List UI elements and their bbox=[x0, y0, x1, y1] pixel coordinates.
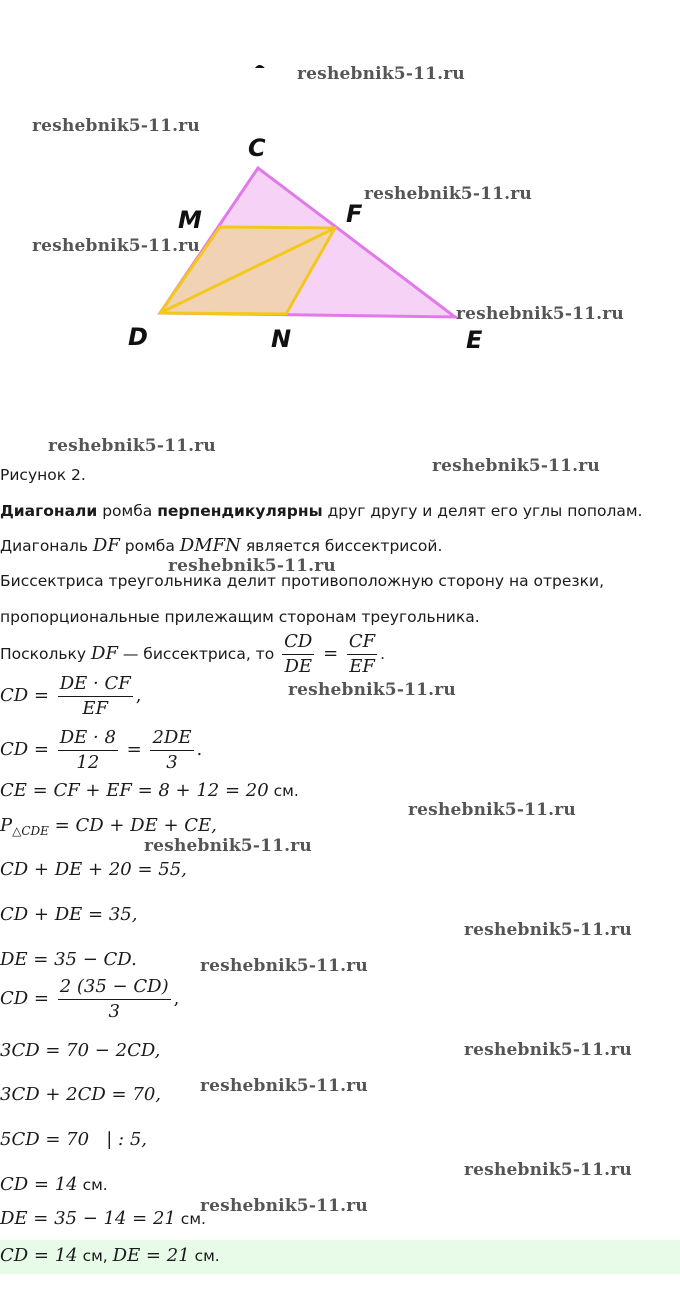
watermark: reshebnik5-11.ru bbox=[408, 800, 576, 820]
label-n: N bbox=[271, 325, 292, 353]
watermark: reshebnik5-11.ru bbox=[48, 436, 216, 456]
watermark: reshebnik5-11.ru bbox=[364, 184, 532, 204]
label-c: C bbox=[248, 134, 266, 162]
watermark: reshebnik5-11.ru bbox=[200, 956, 368, 976]
figure-caption: Рисунок 2. bbox=[0, 466, 86, 484]
answer: CD = 14 см, DE = 21 см. bbox=[0, 1245, 220, 1266]
equation-1: CD = $\frac{DE \cdot CF}{EF}$ , bbox=[0, 673, 142, 719]
watermark: reshebnik5-11.ru bbox=[200, 1076, 368, 1096]
equation-8: CD = $\frac{2 (35 - CD)}{3}$ , bbox=[0, 976, 180, 1022]
equation-12: CD = 14 см. bbox=[0, 1174, 108, 1195]
watermark: reshebnik5-11.ru bbox=[432, 456, 600, 476]
watermark: reshebnik5-11.ru bbox=[168, 556, 336, 576]
cropped-letter bbox=[250, 58, 268, 68]
watermark: reshebnik5-11.ru bbox=[144, 836, 312, 856]
label-d: D bbox=[128, 323, 148, 351]
label-f: F bbox=[346, 200, 363, 228]
equation-5: CD + DE + 20 = 55, bbox=[0, 859, 187, 880]
equation-7: DE = 35 − CD. bbox=[0, 949, 137, 970]
equation-6: CD + DE = 35, bbox=[0, 904, 138, 925]
watermark: reshebnik5-11.ru bbox=[297, 64, 465, 84]
watermark: reshebnik5-11.ru bbox=[464, 920, 632, 940]
watermark: reshebnik5-11.ru bbox=[200, 1196, 368, 1216]
watermark: reshebnik5-11.ru bbox=[456, 304, 624, 324]
equation-3: CE = CF + EF = 8 + 12 = 20 см. bbox=[0, 780, 299, 801]
watermark: reshebnik5-11.ru bbox=[32, 236, 200, 256]
paragraph-theorem-1: Биссектриса треугольника делит противоположную сторону на отрезки, bbox=[0, 572, 605, 590]
paragraph-bisector: Диагональ DF ромба DMFN является биссектрисой. bbox=[0, 535, 443, 556]
equation-10: 3CD + 2CD = 70, bbox=[0, 1084, 161, 1105]
equation-4: $P_{\triangle CDE}$ = CD + DE + CE, bbox=[0, 815, 217, 839]
equation-13: DE = 35 − 14 = 21 см. bbox=[0, 1208, 206, 1229]
watermark: reshebnik5-11.ru bbox=[288, 680, 456, 700]
paragraph-diagonals: Диагонали ромба перпендикулярны друг другу и делят его углы пополам. bbox=[0, 502, 643, 520]
equation-2: CD = $\frac{DE \cdot 8}{12}$ = $\frac{2DE}{3}$ . bbox=[0, 728, 203, 773]
equation-11: 5CD = 70 | : 5, bbox=[0, 1129, 147, 1150]
paragraph-theorem-2: пропорциональные прилежащим сторонам треугольника. bbox=[0, 608, 480, 626]
equation-9: 3CD = 70 − 2CD, bbox=[0, 1040, 161, 1061]
equation-proportion: Поскольку DF — биссектриса, то $\frac{CD}{DE}$ = $\frac{CF}{EF}$ . bbox=[0, 632, 386, 677]
watermark: reshebnik5-11.ru bbox=[464, 1160, 632, 1180]
watermark: reshebnik5-11.ru bbox=[32, 116, 200, 136]
label-m: M bbox=[178, 206, 202, 234]
label-e: E bbox=[466, 326, 483, 354]
watermark: reshebnik5-11.ru bbox=[464, 1040, 632, 1060]
